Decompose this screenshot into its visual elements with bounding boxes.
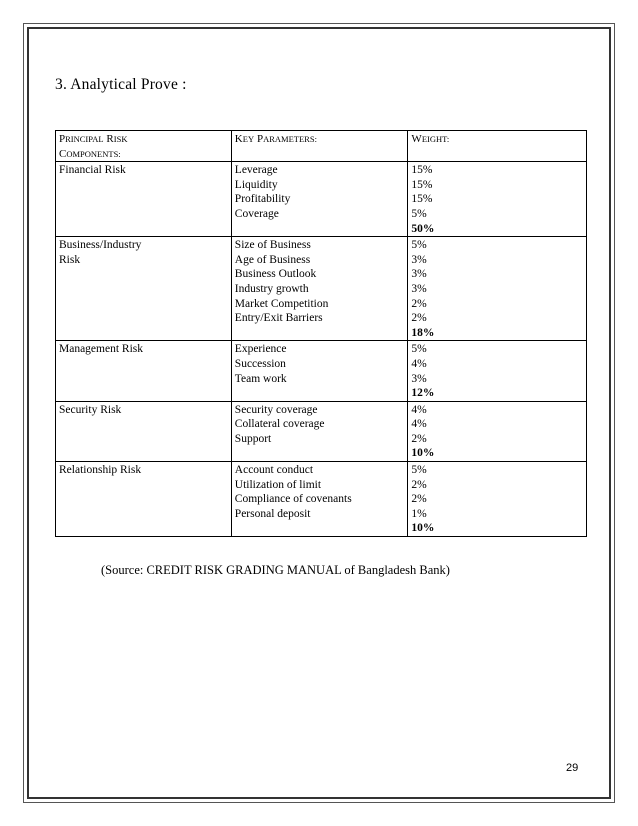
parameter-item: Experience (234, 343, 287, 356)
parameter-item: Collateral coverage (234, 418, 325, 431)
weight-total: 12% (411, 387, 435, 400)
parameter-item: Liquidity (234, 178, 278, 191)
weight-total: 10% (411, 522, 435, 535)
header-principal-risk-components: PRINCIPAL RISK COMPONENTS: (56, 131, 232, 162)
weight-value: 2% (411, 478, 427, 491)
parameter-item: Coverage (234, 207, 279, 220)
section-heading: 3. Analytical Prove : (55, 76, 187, 93)
weight-value: 3% (411, 372, 427, 385)
parameter-item: Personal deposit (234, 507, 311, 520)
risk-component-cell (56, 401, 232, 461)
weight-value: 4% (411, 357, 427, 370)
weight-value: 2% (411, 312, 427, 325)
risk-component-label: Financial Risk (59, 164, 126, 177)
key-parameters-cell (231, 237, 408, 341)
table-row (56, 401, 587, 461)
weight-value: 15% (411, 164, 433, 177)
weight-total: 50% (411, 222, 435, 235)
risk-component-label: Relationship Risk (59, 464, 142, 477)
weight-total: 18% (411, 326, 435, 339)
table-header-row (56, 131, 587, 162)
risk-component-label: Security Risk (59, 403, 122, 416)
risk-component-label: Management Risk (59, 343, 143, 356)
weight-value: 5% (411, 239, 427, 252)
weight-value: 3% (411, 253, 427, 266)
table-row (56, 462, 587, 537)
parameter-item: Age of Business (234, 253, 311, 266)
table-row (56, 341, 587, 401)
risk-component-cell (56, 162, 232, 237)
parameter-item: Support (234, 432, 272, 445)
weight-value: 2% (411, 493, 427, 506)
weight-value: 15% (411, 178, 433, 191)
key-parameters-cell (231, 462, 408, 537)
parameter-item: Leverage (234, 164, 278, 177)
parameter-item: Security coverage (234, 403, 318, 416)
weight-value: 5% (411, 464, 427, 477)
weight-cell (408, 237, 587, 341)
parameter-item: Succession (234, 357, 286, 370)
risk-component-label: Risk (59, 253, 81, 266)
weight-value: 2% (411, 432, 427, 445)
weight-cell (408, 401, 587, 461)
risk-component-cell (56, 462, 232, 537)
page-number: 29 (566, 762, 579, 774)
parameter-item: Entry/Exit Barriers (234, 312, 323, 325)
weight-value: 15% (411, 193, 433, 206)
parameter-item: Compliance of covenants (234, 493, 352, 506)
key-parameters-cell (231, 162, 408, 237)
weight-value: 5% (411, 343, 427, 356)
weight-value: 3% (411, 282, 427, 295)
parameter-item: Business Outlook (234, 268, 317, 281)
header-weight: WEIGHT: (408, 131, 587, 162)
weight-value: 2% (411, 297, 427, 310)
weight-value: 1% (411, 507, 427, 520)
risk-table-body (56, 162, 587, 537)
parameter-item: Industry growth (234, 282, 309, 295)
table-row (56, 237, 587, 341)
key-parameters-cell (231, 341, 408, 401)
weight-value: 3% (411, 268, 427, 281)
key-parameters-cell (231, 401, 408, 461)
parameter-item: Team work (234, 372, 287, 385)
weight-value: 4% (411, 403, 427, 416)
parameter-item: Market Competition (234, 297, 329, 310)
header-key-parameters: KEY PARAMETERS: (231, 131, 408, 162)
weight-total: 10% (411, 447, 435, 460)
risk-weight-table (55, 130, 587, 537)
weight-value: 5% (411, 207, 427, 220)
weight-cell (408, 162, 587, 237)
source-citation: (Source: CREDIT RISK GRADING MANUAL of Bangladesh Bank) (101, 563, 450, 577)
risk-component-cell (56, 341, 232, 401)
weight-cell (408, 341, 587, 401)
weight-cell (408, 462, 587, 537)
parameter-item: Profitability (234, 193, 291, 206)
weight-value: 4% (411, 418, 427, 431)
parameter-item: Utilization of limit (234, 478, 322, 491)
table-row (56, 162, 587, 237)
parameter-item: Account conduct (234, 464, 314, 477)
risk-component-label: Business/Industry (59, 239, 142, 252)
parameter-item: Size of Business (234, 239, 311, 252)
risk-component-cell (56, 237, 232, 341)
